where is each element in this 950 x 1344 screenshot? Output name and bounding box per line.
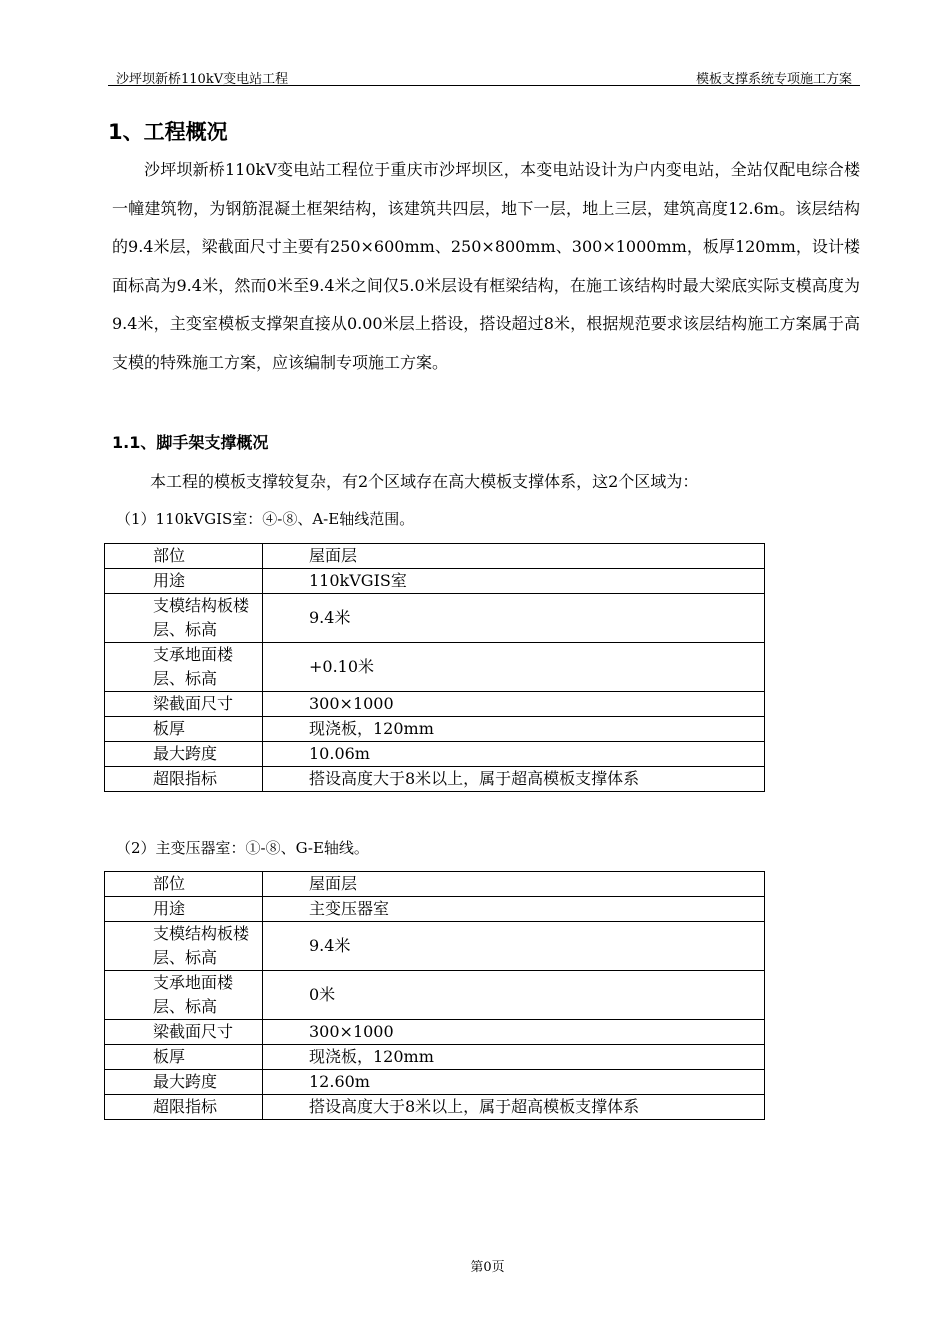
area-2-table: [104, 871, 765, 1120]
row-label: 支模结构板楼层、标高: [105, 922, 263, 971]
row-value: 9.4米: [263, 594, 765, 643]
table-row: [105, 569, 765, 594]
table-row: [105, 692, 765, 717]
subsection-intro: 本工程的模板支撑较复杂，有2个区域存在高大模板支撑体系，这2个区域为：: [150, 472, 699, 491]
row-label: 板厚: [105, 717, 263, 742]
row-value: 屋面层: [263, 544, 765, 569]
table-row: [105, 717, 765, 742]
table-row: [105, 767, 765, 792]
header-project-name: 沙坪坝新桥110kV变电站工程: [116, 72, 289, 87]
table-row: [105, 897, 765, 922]
row-value: 主变压器室: [263, 897, 765, 922]
row-label: 用途: [105, 569, 263, 594]
header-document-title: 模板支撑系统专项施工方案: [695, 72, 852, 87]
table-row: [105, 1070, 765, 1095]
row-label: 支承地面楼层、标高: [105, 971, 263, 1020]
row-label: 用途: [105, 897, 263, 922]
row-value: 现浇板，120mm: [263, 1045, 765, 1070]
area-2-title: （2）主变压器室：①-⑧、G-E轴线。: [116, 839, 369, 857]
row-value: 300×1000: [263, 1020, 765, 1045]
header-rule: [108, 85, 860, 86]
overview-paragraph: 沙坪坝新桥110kV变电站工程位于重庆市沙坪坝区，本变电站设计为户内变电站，全站仅配电综合楼一幢建筑物，为钢筋混凝土框架结构，该建筑共四层，地下一层，地上三层，建筑高度12.6m。该层结构的9.4米层，梁截面尺寸主要有250×600mm、250×800mm、300×1000mm，板厚120mm，设计楼面标高为9.4米，然而0米至9.4米之间仅5.0米层设有框梁结构，在施工该结构时最大梁底实际支模高度为9.4米，主变室模板支撑架直接从0.00米层上搭设，搭设超过8米，根据规范要求该层结构施工方案属于高支模的特殊施工方案，应该编制专项施工方案。: [112, 160, 860, 372]
row-value: +0.10米: [263, 643, 765, 692]
row-value: 屋面层: [263, 872, 765, 897]
row-value: 9.4米: [263, 922, 765, 971]
table-row: [105, 742, 765, 767]
section-title: 1、工程概况: [108, 120, 228, 144]
row-label: 最大跨度: [105, 742, 263, 767]
row-label: 超限指标: [105, 767, 263, 792]
subsection-title: 1.1、脚手架支撑概况: [112, 433, 269, 452]
area-1-title: （1）110kVGIS室：④-⑧、A-E轴线范围。: [116, 510, 415, 528]
row-value: 0米: [263, 971, 765, 1020]
row-label: 支承地面楼层、标高: [105, 643, 263, 692]
table-row: [105, 544, 765, 569]
row-value: 现浇板，120mm: [263, 717, 765, 742]
row-value: 10.06m: [263, 742, 765, 767]
table-row: [105, 922, 765, 971]
row-label: 板厚: [105, 1045, 263, 1070]
row-value: 12.60m: [263, 1070, 765, 1095]
table-row: [105, 1045, 765, 1070]
row-label: 梁截面尺寸: [105, 1020, 263, 1045]
row-label: 超限指标: [105, 1095, 263, 1120]
table-row: [105, 1095, 765, 1120]
row-label: 梁截面尺寸: [105, 692, 263, 717]
row-label: 部位: [105, 872, 263, 897]
row-label: 最大跨度: [105, 1070, 263, 1095]
table-row: [105, 643, 765, 692]
row-value: 110kVGIS室: [263, 569, 765, 594]
table-row: [105, 872, 765, 897]
row-label: 部位: [105, 544, 263, 569]
table-row: [105, 594, 765, 643]
area-1-table: [104, 543, 765, 792]
table-row: [105, 1020, 765, 1045]
row-label: 支模结构板楼层、标高: [105, 594, 263, 643]
table-row: [105, 971, 765, 1020]
row-value: 搭设高度大于8米以上，属于超高模板支撑体系: [263, 1095, 765, 1120]
row-value: 300×1000: [263, 692, 765, 717]
page-number: 第0页: [470, 1260, 505, 1275]
row-value: 搭设高度大于8米以上，属于超高模板支撑体系: [263, 767, 765, 792]
